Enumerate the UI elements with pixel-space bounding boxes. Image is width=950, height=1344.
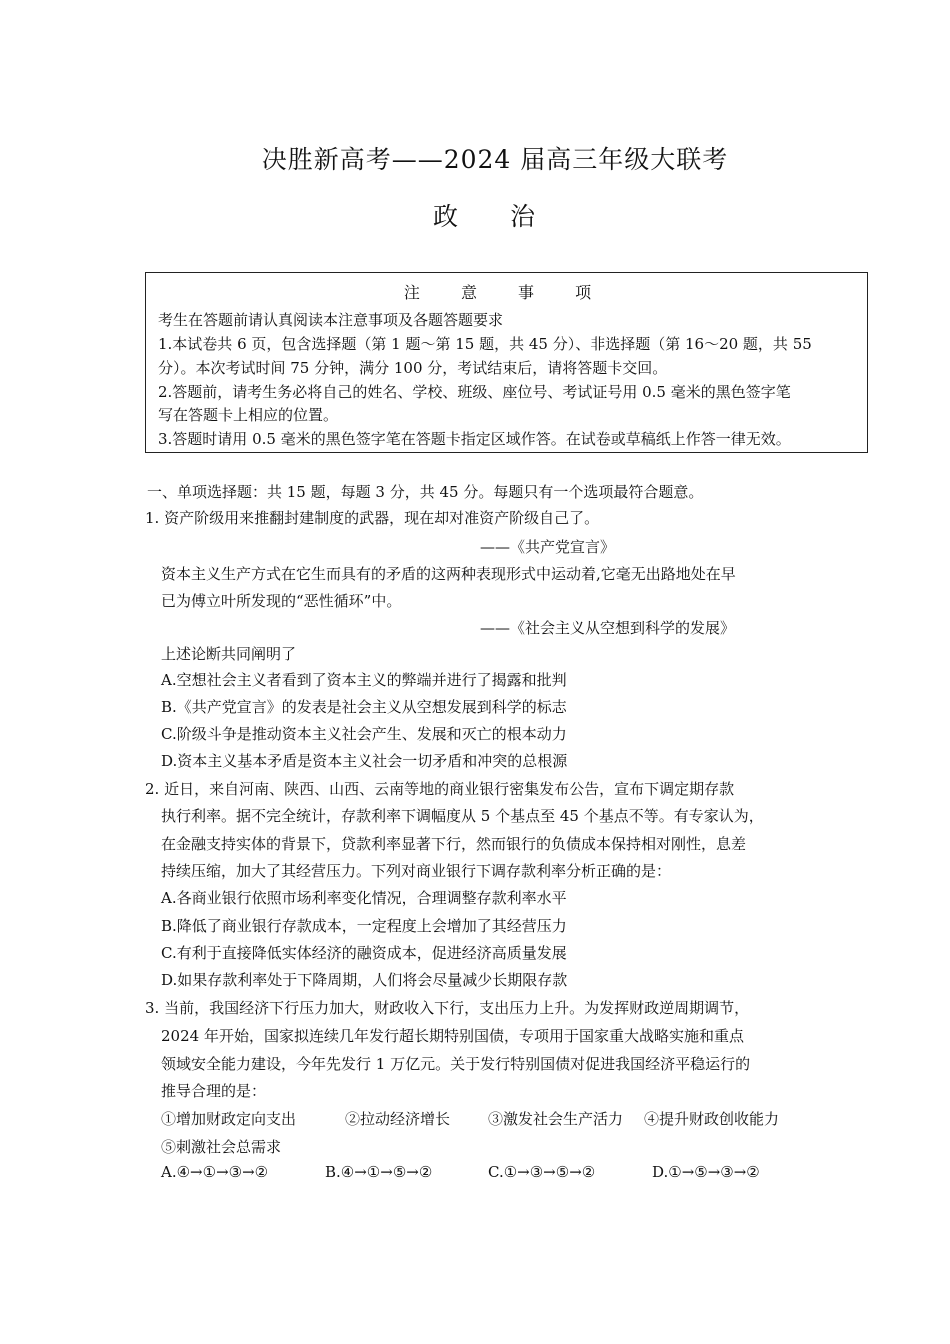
q2-option-c: C.有利于直接降低实体经济的融资成本，促进经济高质量发展 (161, 944, 567, 962)
q2-stem-line: 2. 近日，来自河南、陕西、山西、云南等地的商业银行密集发布公告，宣布下调定期存款 (145, 780, 735, 798)
q1-source-2: ——《社会主义从空想到科学的发展》 (480, 619, 736, 637)
q2-stem-line: 执行利率。据不完全统计，存款利率下调幅度从 5 个基点至 45 个基点不等。有专家认为， (161, 807, 764, 825)
q3-option-a: A.④→①→③→② (161, 1163, 269, 1181)
notice-line: 考生在答题前请认真阅读本注意事项及各题答题要求 (158, 311, 504, 329)
q3-item-3: ③激发社会生产活力 (488, 1110, 624, 1128)
notice-line: 1.本试卷共 6 页，包含选择题（第 1 题～第 15 题，共 45 分）、非选择题（第 16～20 题，共 55 (158, 335, 812, 353)
q2-option-b: B.降低了商业银行存款成本，一定程度上会增加了其经营压力 (161, 917, 567, 935)
q3-option-c: C.①→③→⑤→② (488, 1163, 596, 1181)
notice-line: 3.答题时请用 0.5 毫米的黑色签字笔在答题卡指定区域作答。在试卷或草稿纸上作答一律无效。 (158, 430, 791, 448)
q3-option-b: B.④→①→⑤→② (325, 1163, 433, 1181)
q2-option-a: A.各商业银行依照市场利率变化情况，合理调整存款利率水平 (161, 889, 567, 907)
q3-stem-line: 2024 年开始，国家拟连续几年发行超长期特别国债，专项用于国家重大战略实施和重点 (161, 1027, 744, 1045)
notice-line: 2.答题前，请考生务必将自己的姓名、学校、班级、座位号、考试证号用 0.5 毫米的黑色签字笔 (158, 383, 791, 401)
notice-line: 分）。本次考试时间 75 分钟，满分 100 分，考试结束后，请将答题卡交回。 (158, 359, 668, 377)
q2-stem-line: 在金融支持实体的背景下，贷款利率显著下行，然而银行的负债成本保持相对刚性，息差 (161, 835, 747, 853)
notice-title: 注 意 事 项 (403, 283, 610, 302)
q2-option-d: D.如果存款利率处于下降周期，人们将会尽量减少长期限存款 (161, 971, 568, 989)
q1-source-1: ——《共产党宣言》 (480, 538, 616, 556)
exam-title: 决胜新高考——2024 届高三年级大联考 (261, 145, 729, 174)
q1-prompt: 上述论断共同阐明了 (161, 645, 297, 663)
q3-item-1: ①增加财政定向支出 (161, 1110, 297, 1128)
section-heading: 一、单项选择题：共 15 题，每题 3 分，共 45 分。每题只有一个选项最符合题意。 (147, 483, 704, 501)
notice-box (145, 272, 868, 453)
q3-stem-line: 领域安全能力建设，今年先发行 1 万亿元。关于发行特别国债对促进我国经济平稳运行的 (161, 1055, 751, 1073)
q3-option-d: D.①→⑤→③→② (652, 1163, 760, 1181)
q1-option-a: A.空想社会主义者看到了资本主义的弊端并进行了揭露和批判 (161, 671, 567, 689)
q1-quote-line: 已为傅立叶所发现的“恶性循环”中。 (161, 592, 402, 610)
q2-stem-line: 持续压缩，加大了其经营压力。下列对商业银行下调存款利率分析正确的是： (161, 862, 672, 880)
q3-item-2: ②拉动经济增长 (345, 1110, 451, 1128)
q3-item-5: ⑤刺激社会总需求 (161, 1138, 282, 1156)
q3-stem-line: 3. 当前，我国经济下行压力加大，财政收入下行，支出压力上升。为发挥财政逆周期调节， (145, 999, 750, 1017)
exam-subject: 政 治 (433, 202, 557, 231)
q3-item-4: ④提升财政创收能力 (644, 1110, 780, 1128)
q1-stem: 1. 资产阶级用来推翻封建制度的武器，现在却对准资产阶级自己了。 (145, 509, 600, 527)
q3-stem-line: 推导合理的是： (161, 1082, 267, 1100)
q1-option-b: B.《共产党宣言》的发表是社会主义从空想发展到科学的标志 (161, 698, 567, 716)
q1-quote-line: 资本主义生产方式在它生而具有的矛盾的这两种表现形式中运动着,它毫无出路地处在早 (161, 565, 736, 583)
q1-option-c: C.阶级斗争是推动资本主义社会产生、发展和灭亡的根本动力 (161, 725, 567, 743)
q1-option-d: D.资本主义基本矛盾是资本主义社会一切矛盾和冲突的总根源 (161, 752, 568, 770)
notice-line: 写在答题卡上相应的位置。 (158, 406, 339, 424)
